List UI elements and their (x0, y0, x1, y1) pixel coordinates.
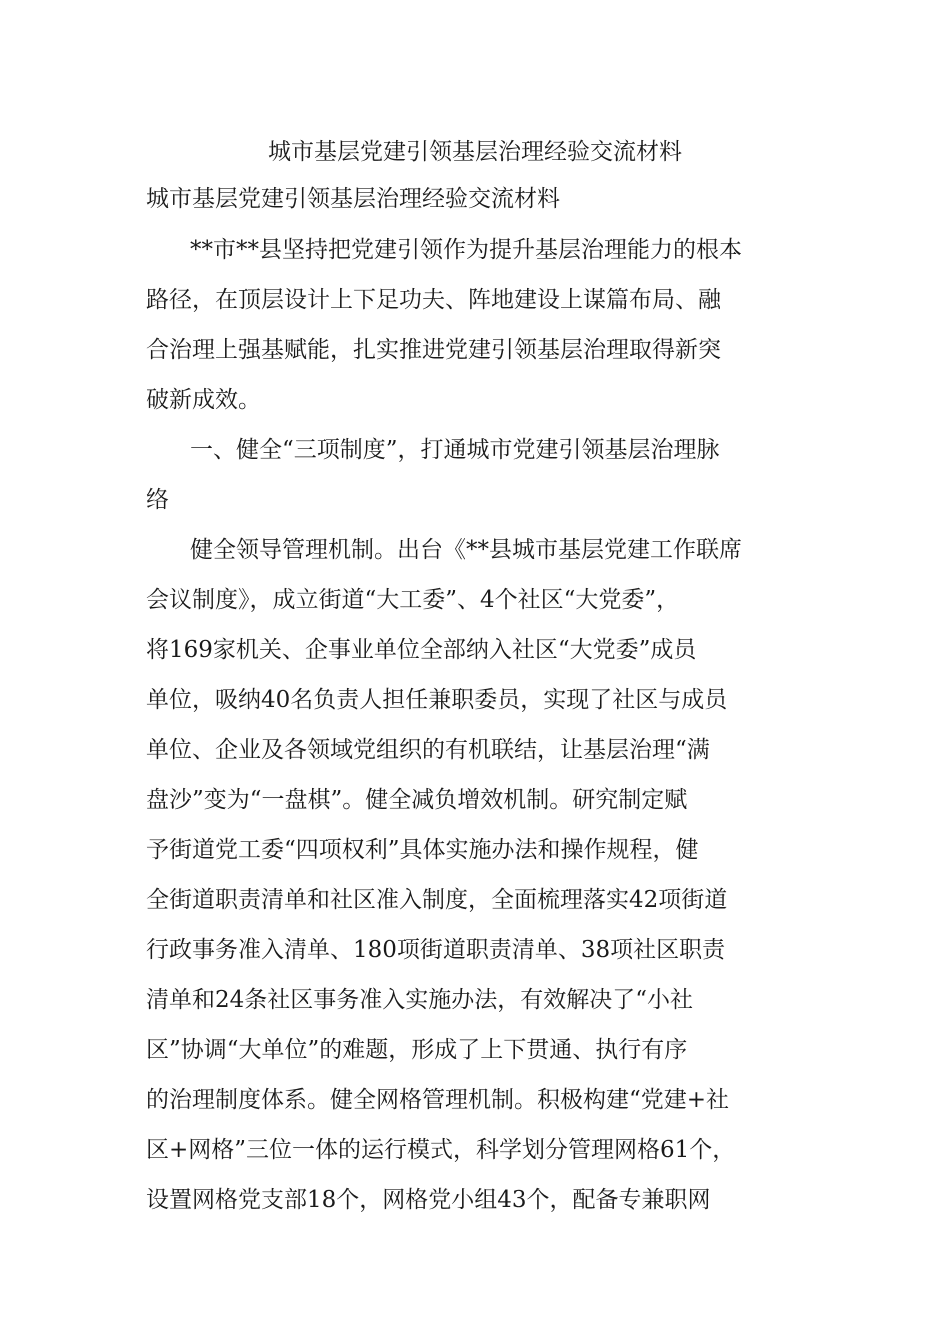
body-line: 盘沙”变为“一盘棋”。健全减负增效机制。研究制定赋 (146, 787, 688, 813)
body-line: 予街道党工委“四项权利”具体实施办法和操作规程，健 (146, 837, 699, 863)
body-line: 的治理制度体系。健全网格管理机制。积极构建“党建+社 (146, 1087, 730, 1113)
body-line: 区+网格”三位一体的运行模式，科学划分管理网格61个， (146, 1137, 736, 1163)
body-line: 单位、企业及各领域党组织的有机联结，让基层治理“满 (146, 737, 710, 763)
section-heading-line: 络 (146, 487, 169, 513)
body-line: 健全领导管理机制。出台《**县城市基层党建工作联席 (190, 537, 742, 563)
intro-line: **市**县坚持把党建引领作为提升基层治理能力的根本 (190, 237, 742, 263)
body-line: 全街道职责清单和社区准入制度，全面梳理落实42项街道 (146, 887, 728, 913)
intro-line: 合治理上强基赋能，扎实推进党建引领基层治理取得新突 (146, 337, 721, 363)
body-line: 单位，吸纳40名负责人担任兼职委员，实现了社区与成员 (146, 687, 728, 713)
intro-line: 路径，在顶层设计上下足功夫、阵地建设上谋篇布局、融 (146, 287, 721, 313)
body-line: 区”协调“大单位”的难题，形成了上下贯通、执行有序 (146, 1037, 688, 1063)
body-line: 设置网格党支部18个，网格党小组43个，配备专兼职网 (146, 1187, 711, 1213)
body-line: 行政事务准入清单、180项街道职责清单、38项社区职责 (146, 937, 726, 963)
intro-line: 破新成效。 (146, 387, 261, 413)
section-heading-line: 一、健全“三项制度”，打通城市党建引领基层治理脉 (190, 437, 720, 463)
body-line: 会议制度》，成立街道“大工委”、4个社区“大党委”， (146, 587, 680, 613)
body-line: 清单和24条社区事务准入实施办法，有效解决了“小社 (146, 987, 694, 1013)
document-subtitle: 城市基层党建引领基层治理经验交流材料 (146, 186, 560, 212)
body-line: 将169家机关、企事业单位全部纳入社区“大党委”成员 (146, 637, 697, 663)
document-title: 城市基层党建引领基层治理经验交流材料 (268, 139, 682, 165)
